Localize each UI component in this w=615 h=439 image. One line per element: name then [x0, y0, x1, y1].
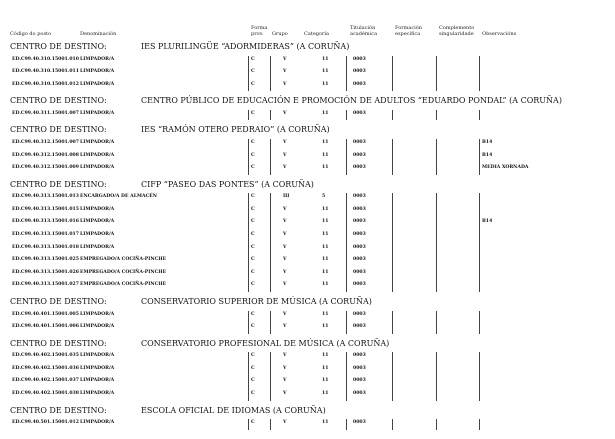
cell-forma-prov: C	[251, 81, 255, 87]
section-center-name: CONSERVATORIO SUPERIOR DE MÚSICA (A CORUÑA)	[141, 297, 372, 306]
column-rule	[346, 193, 347, 292]
cell-titulacion: 0003	[353, 353, 366, 359]
cell-titulacion: 0003	[353, 244, 366, 250]
cell-denominacion: LIMPADOR/A	[80, 69, 115, 75]
cell-grupo: V	[283, 282, 287, 288]
cell-code: ED.C99.40.310.15001.012	[12, 81, 79, 87]
cell-denominacion: ENCARGADO/A DE ALMACÉN	[80, 194, 157, 200]
cell-categoria: 11	[322, 311, 329, 317]
table-row	[0, 418, 615, 428]
cell-forma-prov: C	[251, 194, 255, 200]
cell-forma-prov: C	[251, 269, 255, 275]
cell-forma-prov: C	[251, 56, 255, 62]
cell-denominacion: LIMPADOR/A	[80, 378, 115, 384]
column-rule	[436, 419, 437, 430]
cell-code: ED.C99.40.311.15001.007	[12, 110, 79, 116]
cell-denominacion: EMPREGADO/A COCIÑA-PINCHE	[80, 282, 167, 288]
column-rule	[436, 193, 437, 292]
cell-grupo: V	[283, 219, 287, 225]
table-row	[0, 205, 615, 215]
cell-forma-prov: C	[251, 365, 255, 371]
cell-code: ED.C99.40.313.15001.026	[12, 269, 79, 275]
cell-code: ED.C99.40.312.15001.008	[12, 152, 79, 158]
cell-categoria: 11	[322, 110, 329, 116]
cell-titulacion: 0003	[353, 152, 366, 158]
cell-forma-prov: C	[251, 311, 255, 317]
column-rule	[392, 110, 393, 121]
cell-categoria: 11	[322, 391, 329, 396]
column-rule	[346, 311, 347, 334]
cell-grupo: V	[283, 420, 287, 426]
cell-forma-prov: C	[251, 391, 255, 396]
section-label: CENTRO DE DESTINO:	[10, 179, 107, 189]
section-label: CENTRO DE DESTINO:	[10, 96, 107, 106]
cell-categoria: 11	[322, 139, 329, 145]
cell-code: ED.C99.40.313.15001.015	[12, 206, 79, 212]
cell-grupo: III	[283, 194, 290, 200]
cell-forma-prov: C	[251, 420, 255, 426]
table-row	[0, 55, 615, 65]
cell-grupo: V	[283, 165, 287, 171]
cell-categoria: 11	[322, 282, 329, 288]
cell-grupo: V	[283, 69, 287, 75]
cell-categoria: 11	[322, 365, 329, 371]
header-categoria: Categoría	[304, 31, 329, 37]
cell-categoria: 11	[322, 257, 329, 263]
column-rule	[248, 110, 249, 121]
cell-titulacion: 0003	[353, 391, 366, 396]
cell-forma-prov: C	[251, 244, 255, 250]
cell-code: ED.C99.40.310.15001.010	[12, 56, 79, 62]
cell-observacions: B14	[482, 219, 493, 225]
header-codigo: Código do posto	[10, 31, 52, 37]
column-rule	[436, 56, 437, 92]
cell-categoria: 11	[322, 56, 329, 62]
cell-forma-prov: C	[251, 353, 255, 359]
cell-grupo: V	[283, 139, 287, 145]
cell-observacions: B14	[482, 152, 493, 158]
cell-code: ED.C99.40.402.15001.037	[12, 378, 79, 384]
cell-forma-prov: C	[251, 219, 255, 225]
cell-forma-prov: C	[251, 206, 255, 212]
cell-titulacion: 0003	[353, 324, 366, 330]
cell-code: ED.C99.40.313.15001.017	[12, 232, 79, 237]
column-rule	[270, 139, 271, 175]
table-row	[0, 351, 615, 361]
table-row	[0, 217, 615, 227]
cell-titulacion: 0003	[353, 257, 366, 263]
column-rule	[248, 311, 249, 334]
cell-grupo: V	[283, 244, 287, 250]
cell-titulacion: 0003	[353, 219, 366, 225]
table-row	[0, 138, 615, 148]
cell-denominacion: LIMPADOR/A	[80, 365, 115, 371]
cell-code: ED.C99.40.313.15001.016	[12, 219, 79, 225]
column-rule	[436, 110, 437, 121]
header-denominacion: Denominación	[80, 31, 117, 37]
cell-categoria: 5	[322, 194, 326, 200]
cell-denominacion: LIMPADOR/A	[80, 219, 115, 225]
table-row	[0, 67, 615, 77]
cell-code: ED.C99.40.313.15001.018	[12, 244, 79, 250]
cell-titulacion: 0003	[353, 81, 366, 87]
column-rule	[479, 311, 480, 334]
section-center-name: ESCOLA OFICIAL DE IDIOMAS (A CORUÑA)	[141, 405, 326, 415]
table-row	[0, 376, 615, 386]
column-rule	[248, 56, 249, 92]
cell-code: ED.C99.40.312.15001.009	[12, 165, 79, 171]
section-center-name: IES “RAMÓN OTERO PEDRAIO” (A CORUÑA)	[141, 125, 330, 135]
section-center-name: CONSERVATORIO PROFESIONAL DE MÚSICA (A CORUÑA)	[141, 338, 390, 348]
table-row	[0, 109, 615, 119]
table-row	[0, 268, 615, 278]
section-center-name: CENTRO PÚBLICO DE EDUCACIÓN E PROMOCIÓN DE ADULTOS “EDUARDO PONDAL” (A CORUÑA)	[141, 96, 562, 106]
cell-categoria: 11	[322, 165, 329, 171]
cell-code: ED.C99.40.401.15001.006	[12, 324, 79, 330]
cell-forma-prov: C	[251, 110, 255, 116]
column-rule	[479, 352, 480, 400]
column-rule	[479, 139, 480, 175]
table-row	[0, 80, 615, 90]
cell-code: ED.C99.40.402.15001.038	[12, 391, 79, 396]
column-rule	[248, 419, 249, 430]
cell-grupo: V	[283, 232, 287, 237]
column-rule	[392, 193, 393, 292]
header-grupo: Grupo	[272, 31, 288, 37]
cell-titulacion: 0003	[353, 269, 366, 275]
table-row	[0, 364, 615, 374]
cell-categoria: 11	[322, 219, 329, 225]
column-rule	[346, 139, 347, 175]
cell-denominacion: LIMPADOR/A	[80, 324, 115, 330]
cell-titulacion: 0003	[353, 420, 366, 426]
cell-grupo: V	[283, 152, 287, 158]
cell-forma-prov: C	[251, 139, 255, 145]
cell-grupo: V	[283, 257, 287, 263]
cell-categoria: 11	[322, 420, 329, 426]
column-rule	[392, 56, 393, 92]
cell-observacions: B14	[482, 139, 493, 145]
section-label: CENTRO DE DESTINO:	[10, 338, 107, 348]
column-rule	[270, 352, 271, 400]
cell-denominacion: LIMPADOR/A	[80, 311, 115, 317]
cell-grupo: V	[283, 365, 287, 371]
cell-grupo: V	[283, 56, 287, 62]
cell-denominacion: LIMPADOR/A	[80, 139, 115, 145]
cell-categoria: 11	[322, 206, 329, 212]
cell-grupo: V	[283, 269, 287, 275]
column-rule	[392, 311, 393, 334]
table-row	[0, 310, 615, 320]
column-rule	[346, 56, 347, 92]
column-rule	[346, 419, 347, 430]
cell-grupo: V	[283, 324, 287, 330]
cell-code: ED.C99.40.312.15001.007	[12, 139, 79, 145]
cell-code: ED.C99.40.401.15001.005	[12, 311, 79, 317]
section-label: CENTRO DE DESTINO:	[10, 297, 107, 306]
cell-grupo: V	[283, 81, 287, 87]
section-label: CENTRO DE DESTINO:	[10, 125, 107, 135]
column-rule	[392, 352, 393, 400]
cell-denominacion: EMPREGADO/A COCIÑA-PINCHE	[80, 269, 167, 275]
cell-titulacion: 0003	[353, 165, 366, 171]
column-rule	[270, 110, 271, 121]
table-row	[0, 280, 615, 290]
cell-categoria: 11	[322, 378, 329, 384]
cell-denominacion: LIMPADOR/A	[80, 244, 115, 250]
column-rule	[248, 193, 249, 292]
cell-denominacion: LIMPADOR/A	[80, 232, 115, 237]
column-rule	[479, 110, 480, 121]
table-row	[0, 389, 615, 399]
cell-denominacion: LIMPADOR/A	[80, 56, 115, 62]
cell-forma-prov: C	[251, 69, 255, 75]
cell-categoria: 11	[322, 269, 329, 275]
cell-denominacion: EMPREGADO/A COCIÑA-PINCHE	[80, 257, 167, 263]
header-formacion: Formación específica	[395, 25, 422, 37]
header-observacions: Observacións	[482, 31, 517, 37]
cell-titulacion: 0003	[353, 139, 366, 145]
cell-categoria: 11	[322, 69, 329, 75]
column-rule	[346, 352, 347, 400]
column-rule	[248, 139, 249, 175]
header-complemento: Complemento singularidade	[439, 25, 475, 37]
table-row	[0, 151, 615, 161]
table-row	[0, 322, 615, 332]
cell-categoria: 11	[322, 244, 329, 250]
table-row	[0, 192, 615, 202]
cell-denominacion: LIMPADOR/A	[80, 152, 115, 158]
cell-denominacion: LIMPADOR/A	[80, 391, 115, 396]
cell-forma-prov: C	[251, 232, 255, 237]
cell-grupo: V	[283, 206, 287, 212]
cell-categoria: 11	[322, 353, 329, 359]
cell-code: ED.C99.40.313.15001.025	[12, 257, 79, 263]
header-titulacion: Titulación académica	[350, 25, 378, 37]
cell-code: ED.C99.40.402.15001.036	[12, 365, 79, 371]
column-rule	[248, 352, 249, 400]
section-label: CENTRO DE DESTINO:	[10, 405, 107, 415]
cell-denominacion: LIMPADOR/A	[80, 165, 115, 171]
cell-titulacion: 0003	[353, 110, 366, 116]
cell-denominacion: LIMPADOR/A	[80, 110, 115, 116]
column-rule	[270, 193, 271, 292]
cell-forma-prov: C	[251, 378, 255, 384]
cell-observacions: MEDIA XORNADA	[482, 165, 529, 171]
cell-grupo: V	[283, 311, 287, 317]
cell-forma-prov: C	[251, 324, 255, 330]
cell-titulacion: 0003	[353, 311, 366, 317]
cell-titulacion: 0003	[353, 232, 366, 237]
column-rule	[436, 352, 437, 400]
cell-denominacion: LIMPADOR/A	[80, 420, 115, 426]
cell-forma-prov: C	[251, 257, 255, 263]
cell-titulacion: 0003	[353, 282, 366, 288]
cell-categoria: 11	[322, 232, 329, 237]
table-row	[0, 230, 615, 240]
cell-forma-prov: C	[251, 165, 255, 171]
cell-code: ED.C99.40.313.15001.027	[12, 282, 79, 288]
table-row	[0, 243, 615, 253]
header-forma-prov: Forma prov.	[251, 25, 268, 37]
cell-code: ED.C99.40.313.15001.013	[12, 194, 79, 200]
section-label: CENTRO DE DESTINO:	[10, 42, 107, 51]
column-rule	[346, 110, 347, 121]
cell-grupo: V	[283, 353, 287, 359]
section-center-name: CIFP “PASEO DAS PONTES” (A CORUÑA)	[141, 179, 314, 189]
cell-denominacion: LIMPADOR/A	[80, 81, 115, 87]
cell-denominacion: LIMPADOR/A	[80, 353, 115, 359]
cell-code: ED.C99.40.310.15001.011	[12, 69, 79, 75]
cell-grupo: V	[283, 378, 287, 384]
cell-titulacion: 0003	[353, 206, 366, 212]
cell-titulacion: 0003	[353, 365, 366, 371]
cell-grupo: V	[283, 110, 287, 116]
column-rule	[436, 311, 437, 334]
section-center-name: IES PLURILINGÜE “ADORMIDERAS” (A CORUÑA)	[141, 42, 350, 51]
table-row	[0, 255, 615, 265]
cell-categoria: 11	[322, 324, 329, 330]
cell-categoria: 11	[322, 152, 329, 158]
cell-forma-prov: C	[251, 152, 255, 158]
column-rule	[392, 139, 393, 175]
column-rule	[270, 419, 271, 430]
column-rule	[479, 419, 480, 430]
cell-titulacion: 0003	[353, 378, 366, 384]
cell-titulacion: 0003	[353, 69, 366, 75]
column-rule	[479, 193, 480, 292]
cell-forma-prov: C	[251, 282, 255, 288]
cell-titulacion: 0003	[353, 56, 366, 62]
cell-denominacion: LIMPADOR/A	[80, 206, 115, 212]
column-rule	[479, 56, 480, 92]
column-rule	[270, 56, 271, 92]
cell-titulacion: 0003	[353, 194, 366, 200]
table-row	[0, 163, 615, 173]
cell-grupo: V	[283, 391, 287, 396]
cell-categoria: 11	[322, 81, 329, 87]
column-rule	[392, 419, 393, 430]
cell-code: ED.C99.40.501.15001.012	[12, 420, 79, 426]
column-rule	[436, 139, 437, 175]
column-rule	[270, 311, 271, 334]
cell-code: ED.C99.40.402.15001.035	[12, 353, 79, 359]
